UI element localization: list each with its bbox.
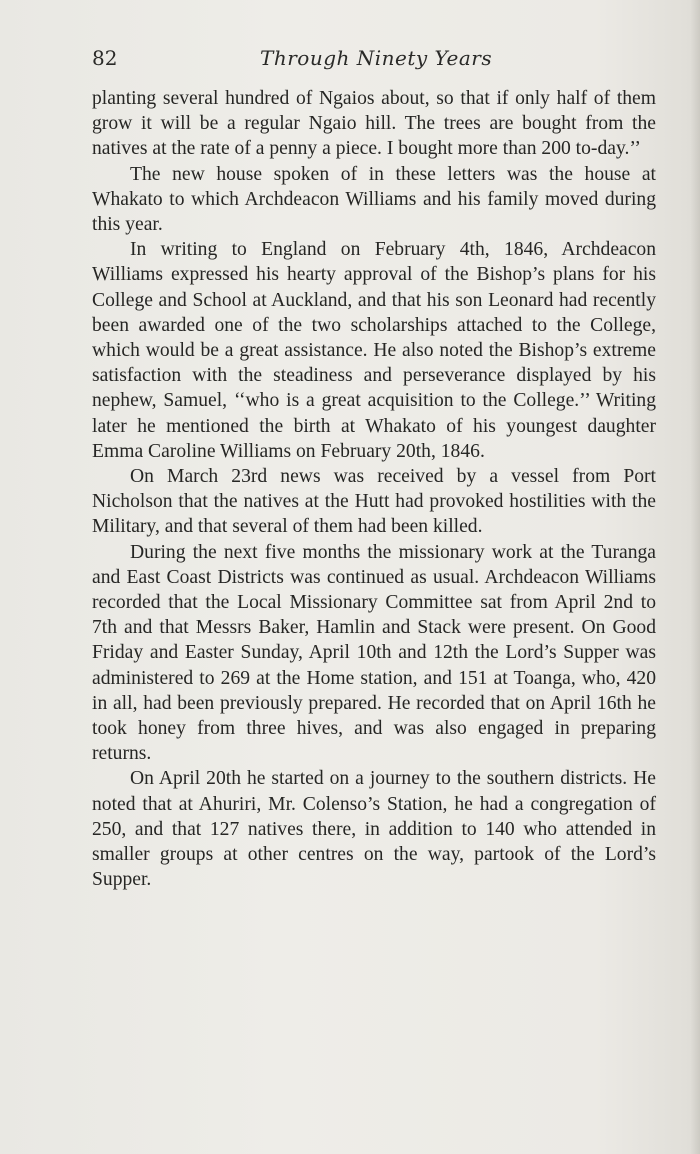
paragraph-hutt-hostilities: On March 23rd news was received by a vessel from Port Nicholson that the natives at the Hutt had provoked hostilities with the Military, and that several of them had been killed. — [92, 466, 656, 538]
paragraph-letter-to-england: In writing to England on February 4th, 1846, Archdeacon Williams expressed his hearty approval of the Bishop’s plans for his College and School at Auckland, and that his son Leonard had recently been awarded one of the two scholarships attached to the College, which would be a great assistance. He also noted the Bishop’s extreme satisfaction with the steadiness and perseverance displayed by his nephew, Samuel, ‘‘who is a great acquisition to the College.’’ Writing later he mentioned the birth at Whakato of his youngest daughter Emma Caroline Williams on February 20th, 1846. — [92, 239, 656, 462]
paragraph-southern-journey: On April 20th he started on a journey to the southern districts. He noted that at Ahuriri, Mr. Colenso’s Station, he had a congregation of 250, and that 127 natives there, in addition to 140 who attended in smaller groups at other centres on the way, partook of the Lord’s Supper. — [92, 768, 656, 891]
page-edge-shadow — [690, 0, 700, 1154]
paragraph-missionary-work: During the next five months the missionary work at the Turanga and East Coast Districts was continued as usual. Archdeacon Williams recorded that the Local Missionary Committee sat from April 2nd to 7th and that Messrs Baker, Hamlin and Stack were present. On Good Friday and Easter Sunday, April 10th and 12th the Lord’s Supper was administered to 269 at the Home station, and 151 at Toanga, who, 420 in all, had been previously prepared. He recorded that on April 16th he took honey from three hives, and was also engaged in preparing returns. — [92, 541, 656, 765]
running-title: Through Ninety Years — [260, 46, 493, 70]
page-header — [92, 44, 660, 74]
page-number: 82 — [92, 46, 118, 70]
paragraph-new-house: The new house spoken of in these letters was the house at Whakato to which Archdeacon Williams and his family moved during this year. — [92, 163, 656, 236]
body-text — [92, 86, 656, 893]
paragraph-continuation: planting several hundred of Ngaios about, so that if only half of them grow it will be a regular Ngaio hill. The trees are bought from the natives at the rate of a penny a piece. I bought more than 200 to-day.’’ — [92, 88, 656, 160]
